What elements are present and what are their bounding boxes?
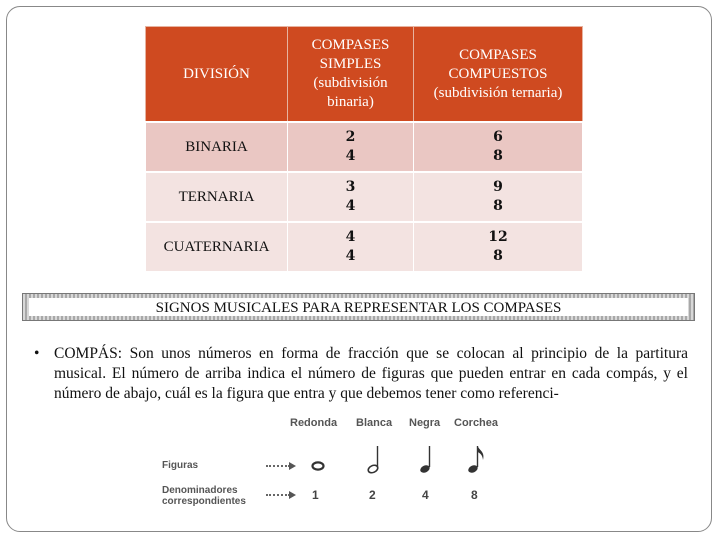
row-label-denominadores: Denominadores (162, 485, 238, 496)
denominator: 8 (493, 148, 503, 164)
bullet-text: COMPÁS: Son unos números en forma de fracción que se colocan al principio de la partitura musical. El número de arriba indica el número de figuras que pueden entrar en cada compás, y el número de abajo, cuál es la figura que entra y que debemos tener como referenci- (54, 345, 688, 402)
table-row (146, 122, 583, 172)
denominator: 4 (345, 198, 356, 214)
whole-note-icon (308, 442, 328, 482)
denominator-corchea: 8 (471, 488, 478, 502)
quarter-note-icon (416, 442, 436, 482)
compound-time-signature (414, 172, 583, 222)
compound-time-signature (414, 222, 583, 271)
column-negra: Negra (409, 417, 441, 429)
table-header-row (146, 27, 583, 123)
row-division-label: BINARIA (146, 122, 288, 172)
numerator: 6 (493, 129, 503, 145)
row-division-label: CUATERNARIA (146, 222, 288, 271)
row-label-figuras: Figuras (162, 460, 199, 471)
arrow-icon (266, 465, 290, 467)
arrow-icon (266, 494, 290, 496)
row-division-label: TERNARIA (146, 172, 288, 222)
note-figures-chart (160, 414, 505, 514)
numerator: 12 (488, 229, 508, 245)
numerator: 2 (345, 129, 356, 145)
header-compases-simples: COMPASES SIMPLES (subdivisión binaria) (288, 27, 414, 123)
header-compases-compuestos: COMPASES COMPUESTOS (subdivisión ternaria) (414, 27, 583, 123)
denominator-redonda: 1 (312, 488, 319, 502)
compases-table (145, 26, 583, 271)
denominator-blanca: 2 (369, 488, 376, 502)
simple-time-signature (288, 222, 414, 271)
compound-time-signature (414, 122, 583, 172)
denominator: 4 (345, 248, 356, 264)
column-redonda: Redonda (290, 417, 338, 429)
bullet-paragraph (34, 344, 688, 404)
denominator-negra: 4 (422, 488, 429, 502)
simple-time-signature (288, 172, 414, 222)
column-corchea: Corchea (454, 417, 499, 429)
half-note-icon (364, 442, 384, 482)
table-row (146, 172, 583, 222)
row-label-correspondientes: correspondientes (162, 496, 246, 507)
section-banner (22, 293, 695, 321)
bullet-marker: • (34, 345, 40, 362)
header-division: DIVISIÓN (146, 27, 288, 123)
column-blanca: Blanca (356, 417, 393, 429)
numerator: 4 (345, 229, 356, 245)
denominator: 4 (345, 148, 356, 164)
numerator: 3 (345, 179, 356, 195)
denominator: 8 (493, 198, 503, 214)
denominator: 8 (493, 248, 503, 264)
numerator: 9 (493, 179, 503, 195)
eighth-note-icon (464, 442, 488, 482)
simple-time-signature (288, 122, 414, 172)
table-row (146, 222, 583, 271)
banner-title: SIGNOS MUSICALES PARA REPRESENTAR LOS COMPASES (29, 298, 688, 316)
